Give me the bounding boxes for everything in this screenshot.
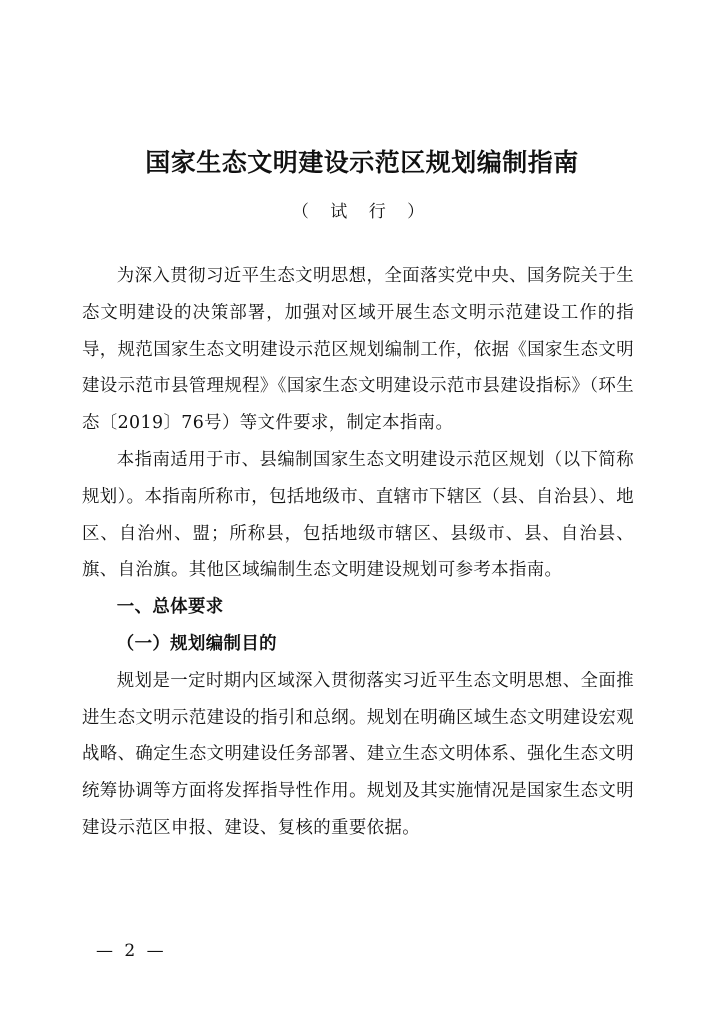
page-number: — 2 — <box>96 941 167 961</box>
section-heading: 一、总体要求 <box>116 597 224 618</box>
section-paragraph: 规划是一定时期内区域深入贯彻落实习近平生态文明思想、全面推进生态文明示范建设的指引和总纲。规划在明确区域生态文明建设宏观战略、确定生态文明建设任务部署、建立生态文明体系、强化生态文明统筹协调等方面将发挥指导性作用。规划及其实施情况是国家生态文明建设示范区申报、建设、复核的重要依据。 <box>82 670 634 838</box>
document-body <box>82 258 634 847</box>
document-title: 国家生态文明建设示范区规划编制指南 <box>145 148 579 177</box>
document-subtitle: （ 试 行 ） <box>291 202 433 222</box>
intro-paragraph-1: 为深入贯彻习近平生态文明思想，全面落实党中央、国务院关于生态文明建设的决策部署，加强对区域开展生态文明示范建设工作的指导，规范国家生态文明建设示范区规划编制工作，依据《国家生态文明建设示范市县管理规程》《国家生态文明建设示范市县建设指标》（环生态〔2019〕76号）等文件要求，制定本指南。 <box>82 266 634 434</box>
intro-paragraph-2: 本指南适用于市、县编制国家生态文明建设示范区规划（以下简称规划）。本指南所称市，包括地级市、直辖市下辖区（县、自治县）、地区、自治州、盟；所称县，包括地级市辖区、县级市、县、自治县、旗、自治旗。其他区域编制生态文明建设规划可参考本指南。 <box>82 449 634 581</box>
subsection-heading: （一）规划编制目的 <box>116 633 277 654</box>
